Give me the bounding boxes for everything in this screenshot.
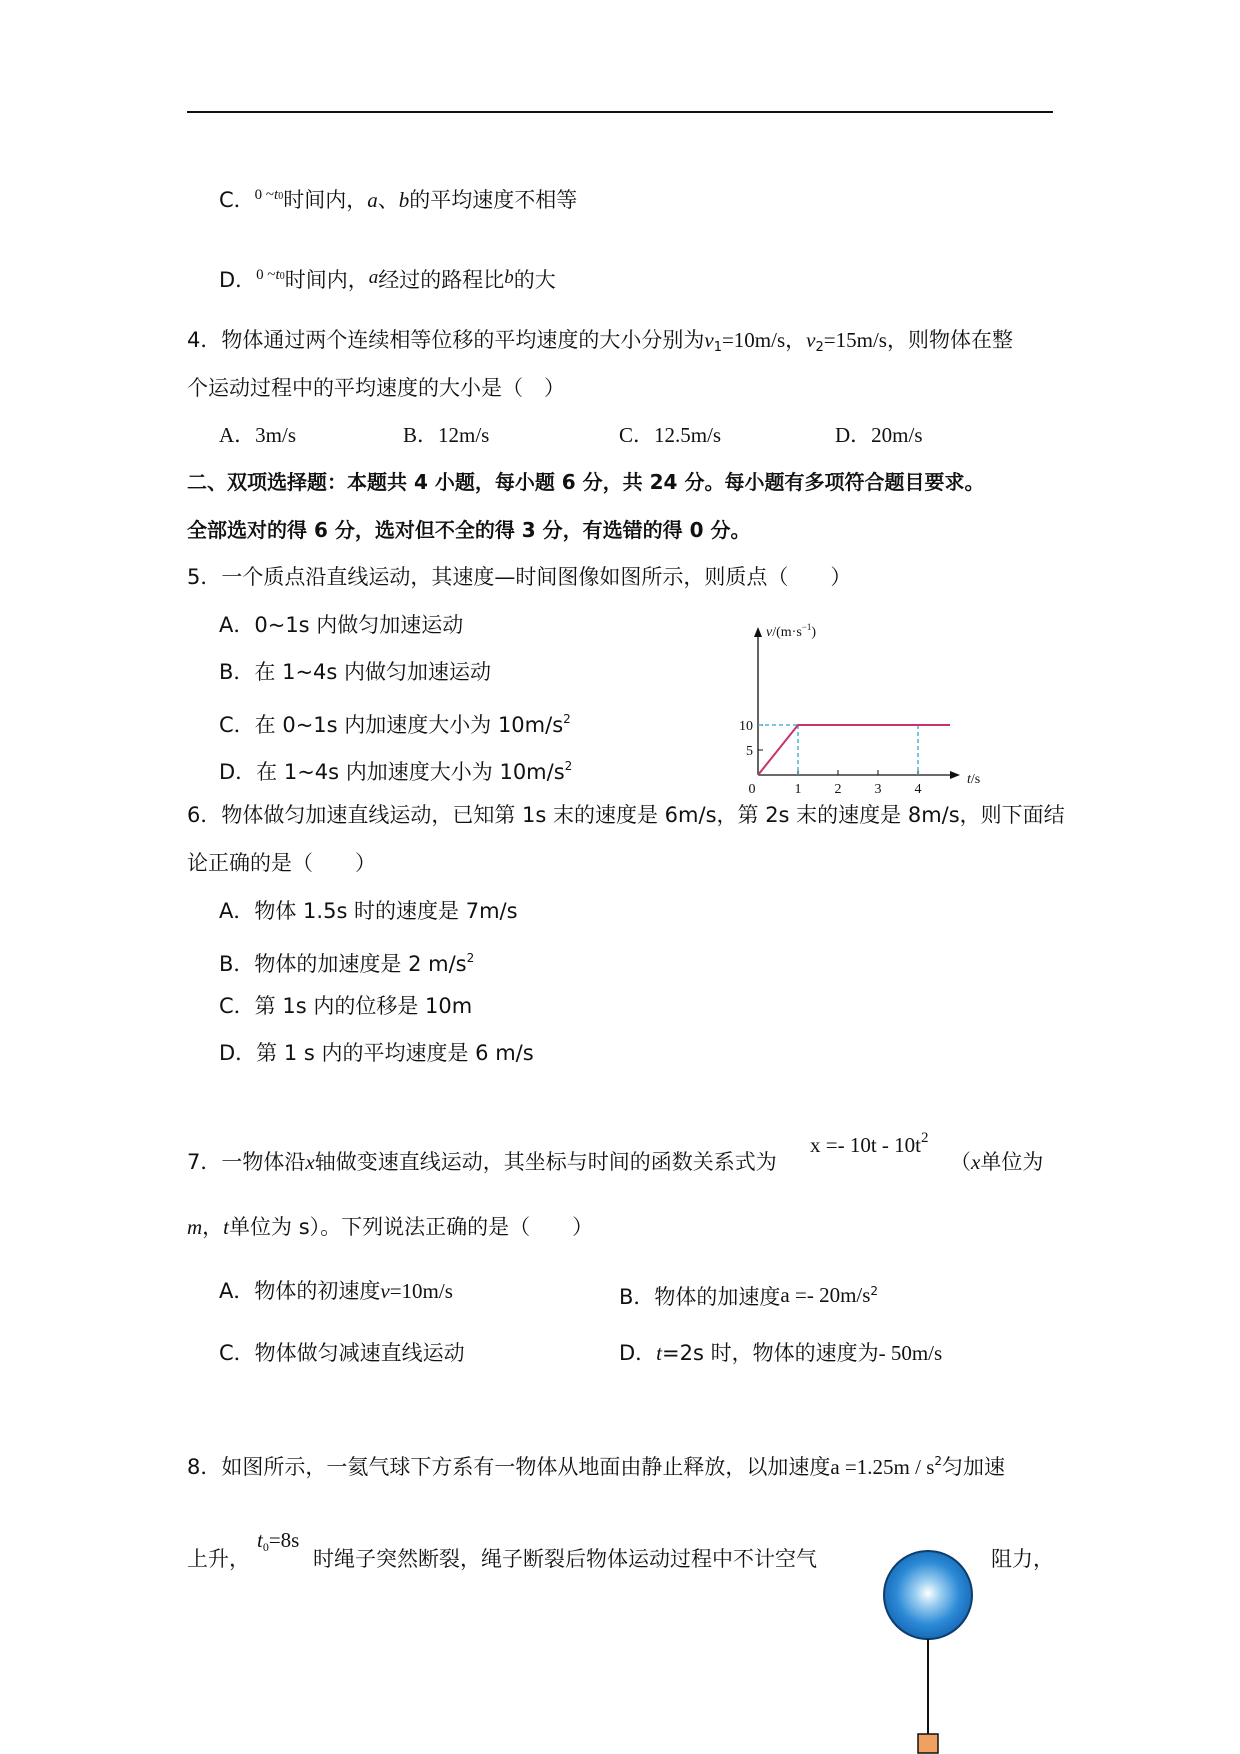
q7-option-b: B．物体的加速度$a =- 20m/s^2$ <box>619 1283 879 1309</box>
q8-stem-line1: 8．如图所示，一氦气球下方系有一物体从地面由静止释放，以加速度$a =1.25m / s^2$匀加速 <box>187 1454 1006 1479</box>
q4-option-c: C．12.5m/s <box>619 423 722 447</box>
x-tick-label-4: 4 <box>914 782 922 797</box>
q6-option-c: C．第 1s 内的位移是 10m <box>219 994 473 1018</box>
x-tick-label-0: 0 <box>748 782 756 797</box>
y-axis-arrow <box>754 627 762 637</box>
q7-option-c: C．物体做匀减速直线运动 <box>219 1341 465 1365</box>
q6-option-b: B．物体的加速度是 2 $m/s^2$ <box>219 951 475 976</box>
balloon-figure <box>878 1548 978 1754</box>
q6-option-a: A．物体 1.5s 时的速度是 7m/s <box>219 899 518 923</box>
q4-stem-line2: 个运动过程中的平均速度的大小是（ ） <box>187 376 565 400</box>
q7-stem-line1: 7．一物体沿x轴做变速直线运动，其坐标与时间的函数关系式为 <box>187 1150 777 1174</box>
q3d-range: 0 ~t0 <box>256 267 285 283</box>
q7-option-a: A．物体的初速度v=10m/s <box>219 1279 453 1303</box>
hanging-object <box>918 1734 938 1753</box>
q4-option-d: D．20m/s <box>835 423 923 447</box>
q5-stem: 5．一个质点沿直线运动，其速度—时间图像如图所示，则质点（ ） <box>187 565 852 589</box>
y-axis-label: $v/(m\cdot s^{-1})$ <box>766 622 817 640</box>
q8-stem-line2-b: 时绳子突然断裂，绳子断裂后物体运动过程中不计空气 <box>313 1547 817 1571</box>
q7-stem-line2: m，t单位为 s）。下列说法正确的是（ ） <box>187 1215 594 1239</box>
q8-stem-line2-c: 阻力， <box>991 1547 1054 1571</box>
header-rule <box>187 111 1053 113</box>
q7-option-d: D．t=2s 时，物体的速度为- 50m/s <box>619 1341 943 1365</box>
x-tick-label-3: 3 <box>874 782 882 797</box>
q8-t0-equation: t0=8s <box>257 1528 300 1554</box>
q4-option-b: B．12m/s <box>403 423 490 447</box>
section2-heading-line2: 全部选对的得 6 分，选对但不全的得 3 分，有选错的得 0 分。 <box>187 518 751 542</box>
q5-option-a: A．0~1s 内做匀加速运动 <box>219 613 464 637</box>
q7-equation: $x =- 10t - 10t^2$ <box>810 1130 929 1157</box>
x-tick-label-1: 1 <box>794 782 802 797</box>
q7-stem-line1-tail: （x单位为 <box>950 1150 1044 1174</box>
y-tick-label-5: 5 <box>746 744 753 759</box>
x-tick-label-2: 2 <box>834 782 842 797</box>
velocity-time-chart <box>720 615 1000 800</box>
q4-option-a: A．3m/s <box>219 423 297 447</box>
x-axis-label: t/s <box>967 772 981 787</box>
q6-option-d: D．第 1 s 内的平均速度是 6 m/s <box>219 1041 534 1065</box>
section2-heading-line1: 二、双项选择题：本题共 4 小题，每小题 6 分，共 24 分。每小题有多项符合题目要求。 <box>187 470 985 494</box>
q5-option-d: D．在 1~4s 内加速度大小为 $10m/s^2$ <box>219 759 573 784</box>
q6-stem-line2: 论正确的是（ ） <box>187 851 376 875</box>
q3c-range: 0 ~t0 <box>254 187 284 203</box>
x-axis-arrow <box>950 771 960 779</box>
y-tick-label-10: 10 <box>739 719 753 734</box>
q5-option-c: C．在 0~1s 内加速度大小为 $10m/s^2$ <box>219 712 571 737</box>
q8-stem-line2-a: 上升， <box>187 1547 250 1571</box>
balloon <box>884 1551 972 1639</box>
q3-option-d: D．$^{0 \sim t0}$时间内，a经过的路程比b的大 <box>219 267 556 292</box>
q6-stem-line1: 6．物体做匀加速直线运动，已知第 1s 末的速度是 6m/s，第 2s 末的速度是 8m/s，则下面结 <box>187 803 1065 827</box>
q5-option-b: B．在 1~4s 内做匀加速运动 <box>219 660 492 684</box>
q3-option-c: C．$^{0 \sim t0}$时间内，a、b的平均速度不相等 <box>219 187 578 212</box>
velocity-series-line <box>758 725 950 775</box>
q4-stem-line1: 4．物体通过两个连续相等位移的平均速度的大小分别为$v_1=10m/s$，$v_2=15m/s$，则物体在整 <box>187 328 1013 355</box>
